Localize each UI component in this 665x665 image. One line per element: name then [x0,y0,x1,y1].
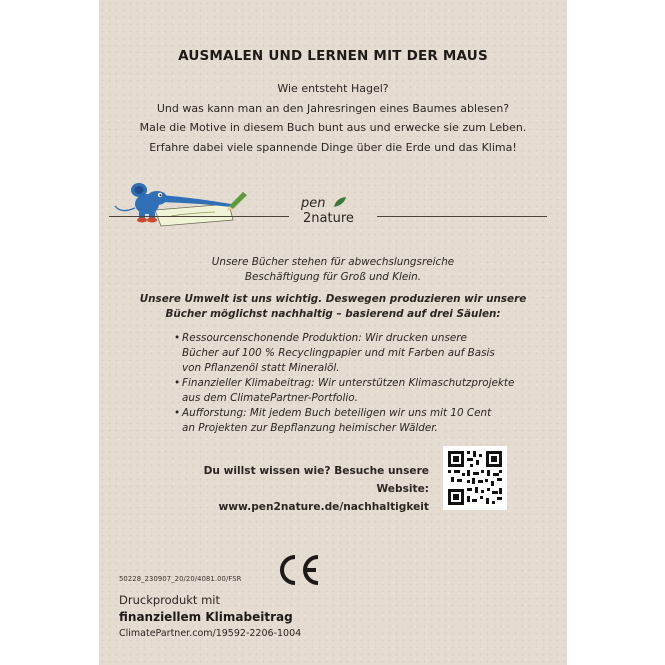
list-item [174,406,534,436]
divider-right [377,216,547,217]
logo-line-1: pen [301,196,326,211]
pillar-line: • Ressourcenschonende Produktion: Wir drucken unsere [182,332,467,344]
intro-line: Und was kann man an den Jahresringen eines Baumes ablesen? [156,101,510,115]
website-prompt: Du willst wissen wie? Besuche unsere Website: [203,465,429,495]
website-link[interactable]: www.pen2nature.de/nachhaltigkeit [218,501,429,513]
climatepartner-id: ClimatePartner.com/19592-2206-1004 [119,628,302,639]
pillar-line: • Aufforstung: Mit jedem Buch beteiligen wir uns mit 10 Cent [182,407,492,419]
print-info-line-2: finanziellem Klimabeitrag [119,610,293,624]
logo-line-2: 2nature [303,211,354,226]
statement-line: Unsere Bücher stehen für abwechslungsreiche [211,256,455,268]
pillar-line: • Finanzieller Klimabeitrag: Wir unterstützen Klimaschutzprojekte [182,377,515,389]
sustainability-pillars [174,331,534,436]
statement-line: Unsere Umwelt ist uns wichtig. Deswegen produzieren wir unsere [139,293,527,305]
intro-line: Wie entsteht Hagel? [277,82,389,95]
batch-code: 50228_230907_20/20/4081.00/FSR [119,575,242,583]
mouse-illustration [111,180,261,230]
list-item [174,376,534,406]
ce-mark-icon [276,553,322,587]
pillar-line: Bücher auf 100 % Recyclingpapier und mit Farben auf Basis [182,347,495,359]
intro-line: Erfahre dabei viele spannende Dinge über die Erde und das Klima! [149,140,517,154]
list-item [174,331,534,376]
pillar-line: aus dem ClimatePartner-Portfolio. [182,392,358,404]
pen2nature-logo [297,196,373,236]
qr-code[interactable] [443,446,507,510]
divider-left [109,216,289,217]
statement-line: Bücher möglichst nachhaltig – basierend auf drei Säulen: [165,308,501,320]
leaf-icon [333,196,347,208]
cover-title: AUSMALEN UND LERNEN MIT DER MAUS [178,48,488,64]
print-info-line-1: Druckprodukt mit [119,593,220,607]
statement-environment [99,292,567,322]
pillar-line: von Pflanzenöl statt Mineralöl. [182,362,340,374]
pillar-line: an Projekten zur Bepflanzung heimischer Wälder. [182,422,438,434]
intro-text [99,79,567,157]
statement-books [99,255,567,285]
website-info [159,462,429,516]
book-back-cover [99,0,567,665]
intro-line: Male die Motive in diesem Buch bunt aus und erwecke sie zum Leben. [139,121,527,134]
statement-line: Beschäftigung für Groß und Klein. [244,271,422,283]
